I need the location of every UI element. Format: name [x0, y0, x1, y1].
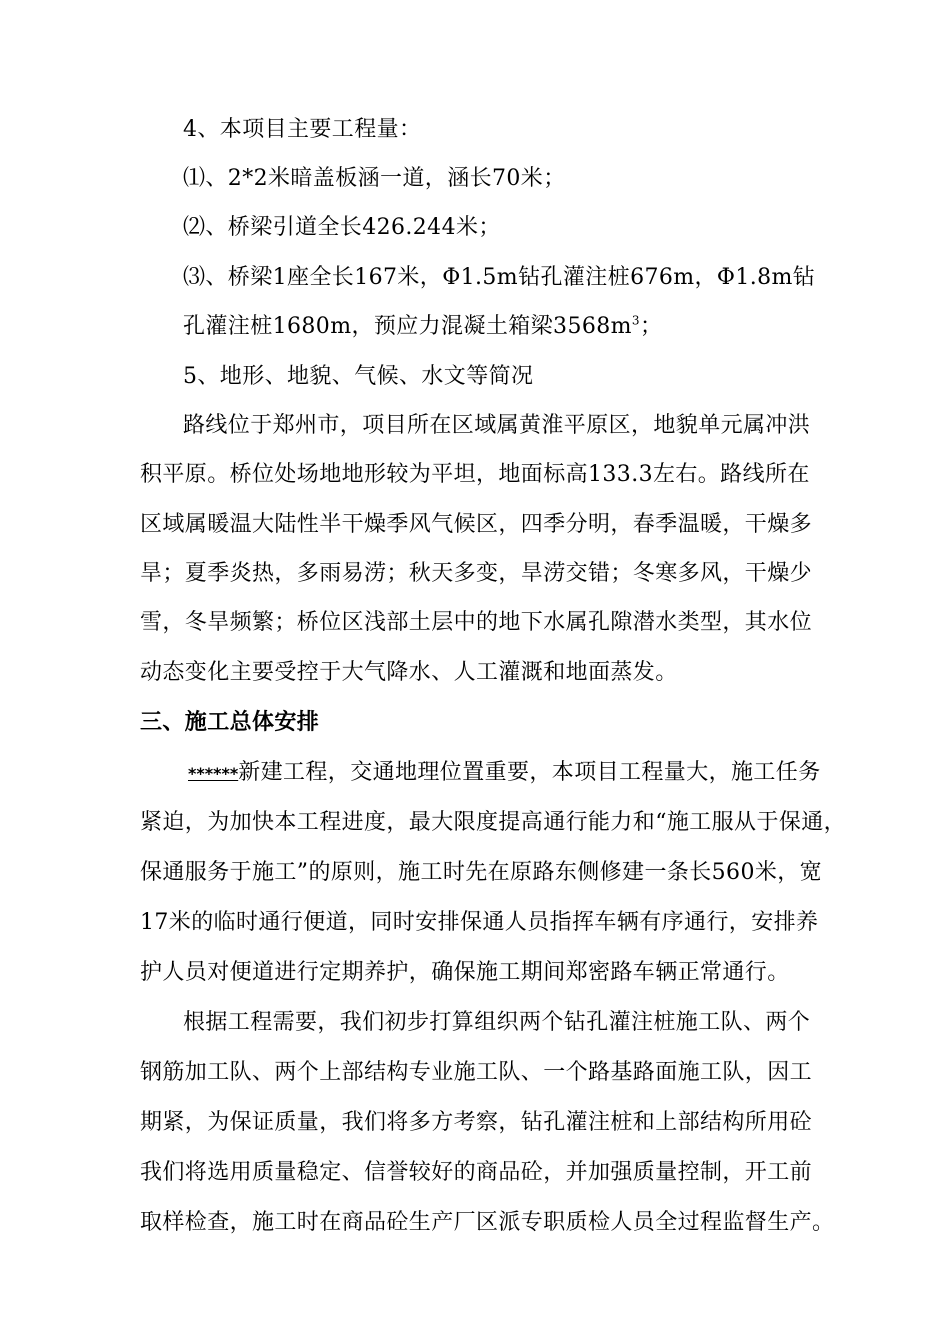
paragraph-line: 动态变化主要受控于大气降水、人工灌溉和地面蒸发。	[140, 660, 678, 685]
paragraph-line: 旱；夏季炎热，多雨易涝；秋天多变，旱涝交错；冬寒多风，干燥少	[140, 561, 813, 586]
list-item-2: ⑵、桥梁引道全长426.244米；	[183, 215, 501, 240]
paragraph-line: ******新建工程，交通地理位置重要，本项目工程量大，施工任务	[188, 760, 821, 785]
paragraph-line: 雪，冬旱频繁；桥位区浅部土层中的地下水属孔隙潜水类型，其水位	[140, 610, 813, 635]
paragraph-line: 保通服务于施工”的原则，施工时先在原路东侧修建一条长560米，宽	[140, 860, 823, 885]
paragraph-line: 取样检查，施工时在商品砼生产厂区派专职质检人员全过程监督生产。	[140, 1210, 835, 1235]
paragraph-line: 区域属暖温大陆性半干燥季风气候区，四季分明，春季温暖，干燥多	[140, 512, 813, 537]
section-3-heading: 三、施工总体安排	[140, 710, 320, 735]
list-item-3-line-2: 孔灌注桩1680m，预应力混凝土箱梁$3568m^3$；	[183, 313, 663, 339]
superscript-3: 3	[631, 313, 640, 328]
paragraph-line: 钢筋加工队、两个上部结构专业施工队、一个路基路面施工队，因工	[140, 1060, 813, 1085]
paragraph-line: 根据工程需要，我们初步打算组织两个钻孔灌注桩施工队、两个	[183, 1010, 811, 1035]
paragraph-line: 积平原。桥位处场地地形较为平坦，地面标高133.3左右。路线所在	[140, 462, 810, 487]
section-4-title: 4、本项目主要工程量：	[183, 117, 422, 142]
paragraph-line: 期紧，为保证质量，我们将多方考察，钻孔灌注桩和上部结构所用砼	[140, 1110, 813, 1135]
list-item-1: ⑴、2*2米暗盖板涵一道，涵长70米；	[183, 166, 566, 191]
paragraph-line: 紧迫，为加快本工程进度，最大限度提高通行能力和“施工服从于保通，	[140, 810, 847, 835]
paragraph-line: 路线位于郑州市，项目所在区域属黄淮平原区，地貌单元属冲洪	[183, 413, 811, 438]
list-item-3-line-1: ⑶、桥梁1座全长167米，Φ1.5m钻孔灌注桩676m，Φ1.8m钻	[183, 265, 816, 290]
paragraph-line: 我们将选用质量稳定、信誉较好的商品砼，并加强质量控制，开工前	[140, 1160, 813, 1185]
paragraph-line: 护人员对便道进行定期养护，确保施工期间郑密路车辆正常通行。	[140, 960, 790, 985]
section-5-title: 5、地形、地貌、气候、水文等简况	[183, 364, 534, 389]
paragraph-line: 17米的临时通行便道，同时安排保通人员指挥车辆有序通行，安排养	[140, 910, 819, 935]
redacted-project-name: ******	[188, 764, 239, 783]
